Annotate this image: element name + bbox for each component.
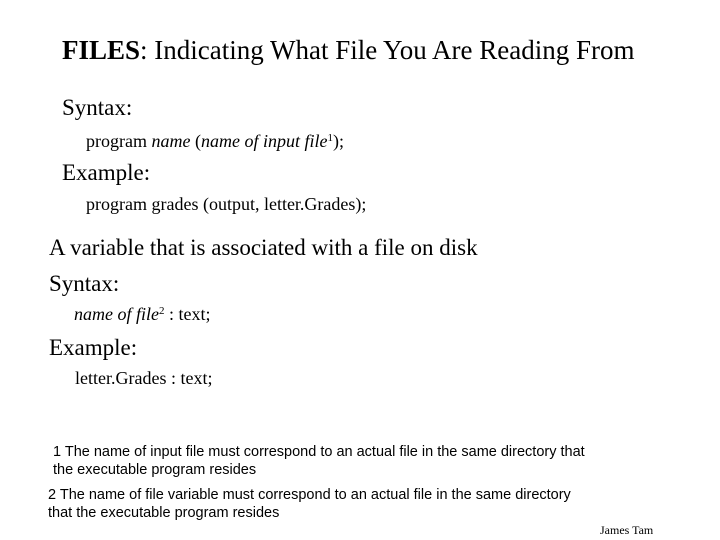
variable-description: A variable that is associated with a file on disk — [49, 235, 478, 260]
syntax1-param: name of input file — [200, 131, 328, 151]
example-label-2: Example: — [49, 335, 138, 360]
footnote-ref-1: 1 — [327, 132, 333, 144]
footnote-2-line-2: that the executable program resides — [48, 505, 280, 521]
footnote-1 — [53, 443, 673, 479]
syntax-label-1: Syntax: — [62, 95, 133, 120]
example-line-1: program grades (output, letter.Grades); — [86, 194, 367, 214]
syntax2-rest: : text; — [168, 304, 211, 324]
syntax1-open: ( — [194, 131, 201, 151]
example-label-1: Example: — [62, 160, 151, 185]
syntax1-name: name — [151, 131, 191, 151]
footnote-1-line-1: 1 The name of input file must correspond to an actual file in the same directory that — [53, 444, 585, 460]
example-line-2: letter.Grades : text; — [75, 368, 213, 388]
footnote-1-line-2: the executable program resides — [53, 462, 257, 478]
syntax1-keyword: program — [86, 131, 147, 151]
title-bold: FILES — [62, 35, 141, 65]
syntax-label-2: Syntax: — [49, 271, 120, 296]
title-rest: : Indicating What File You Are Reading From — [140, 35, 635, 65]
syntax-line-1 — [86, 131, 344, 152]
syntax2-name: name of file — [74, 304, 159, 324]
footnote-2-line-1: 2 The name of file variable must correspond to an actual file in the same directory — [48, 487, 571, 503]
syntax1-close: ); — [332, 131, 344, 151]
page-title — [62, 35, 635, 66]
syntax-line-2 — [74, 304, 210, 325]
footnote-2 — [48, 486, 668, 522]
author-credit: James Tam — [600, 523, 654, 537]
footnote-ref-2: 2 — [158, 305, 165, 317]
